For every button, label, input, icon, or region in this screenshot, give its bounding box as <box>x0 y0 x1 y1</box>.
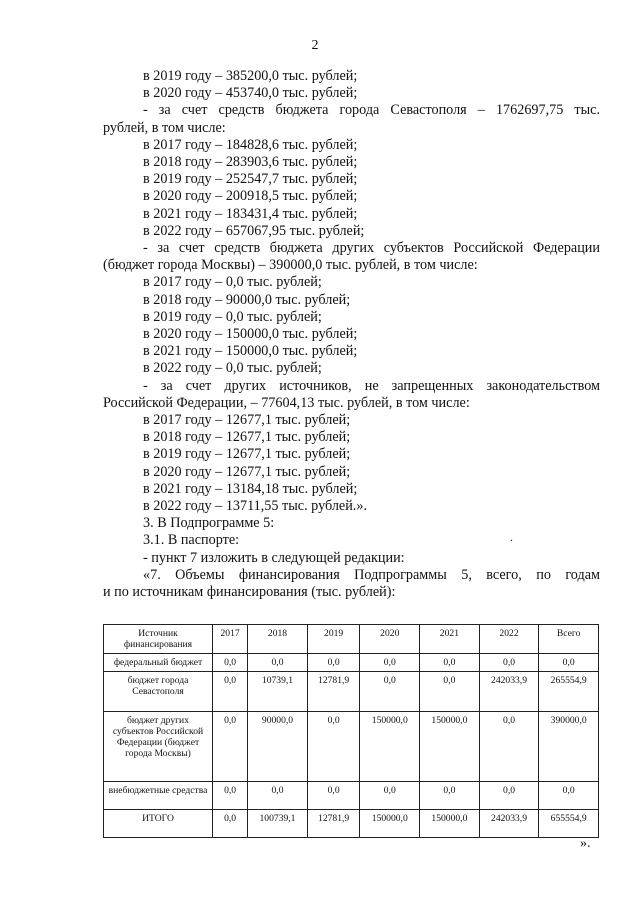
table-cell: бюджет других субъектов Российской Федерации (бюджет города Москвы) <box>104 712 213 782</box>
table-cell: 0,0 <box>539 782 599 810</box>
paragraph-line: Российской Федерации, – 77604,13 тыс. рублей, в том числе: <box>103 394 470 411</box>
paragraph-line: в 2022 году – 657067,95 тыс. рублей; <box>143 222 365 239</box>
table-cell: внебюджетные средства <box>104 782 213 810</box>
table-cell: 0,0 <box>479 712 539 782</box>
table-cell: 150000,0 <box>360 810 420 838</box>
table-cell: 0,0 <box>213 654 248 672</box>
paragraph-line: рублей, в том числе: <box>103 119 226 136</box>
paragraph-line: в 2022 году – 0,0 тыс. рублей; <box>143 360 322 377</box>
paragraph-line: в 2020 году – 12677,1 тыс. рублей; <box>143 463 351 480</box>
table-row <box>104 782 599 810</box>
table-row <box>104 672 599 712</box>
financing-table <box>103 624 599 838</box>
table-cell: 0,0 <box>213 810 248 838</box>
paragraph-line: в 2017 году – 0,0 тыс. рублей; <box>143 274 322 291</box>
table-cell: 0,0 <box>213 782 248 810</box>
table-cell: 0,0 <box>360 672 420 712</box>
paragraph-line: в 2019 году – 0,0 тыс. рублей; <box>143 308 322 325</box>
table-cell: 0,0 <box>307 712 360 782</box>
table-cell: 0,0 <box>213 672 248 712</box>
paragraph-line: в 2018 году – 283903,6 тыс. рублей; <box>143 154 358 171</box>
paragraph-line: в 2019 году – 385200,0 тыс. рублей; <box>143 68 358 84</box>
table-cell: 150000,0 <box>360 712 420 782</box>
table-cell: ИТОГО <box>104 810 213 838</box>
table-cell: 0,0 <box>213 712 248 782</box>
paragraph-line: в 2020 году – 453740,0 тыс. рублей; <box>143 85 358 102</box>
table-header-cell: 2020 <box>360 625 420 654</box>
table-row <box>104 654 599 672</box>
table-cell: 150000,0 <box>420 810 480 838</box>
table-cell: 0,0 <box>479 782 539 810</box>
paragraph-line: и по источникам финансирования (тыс. рублей): <box>103 584 396 601</box>
closing-quote: ». <box>580 836 591 851</box>
table-cell: 0,0 <box>307 782 360 810</box>
table-cell: 12781,9 <box>307 810 360 838</box>
table-cell: 390000,0 <box>539 712 599 782</box>
table-cell: 655554,9 <box>539 810 599 838</box>
stray-mark: . <box>510 530 513 544</box>
paragraph-line: в 2020 году – 150000,0 тыс. рублей; <box>143 326 358 343</box>
table-cell: 0,0 <box>307 654 360 672</box>
paragraph-line: - за счет средств бюджета других субъектов Российской Федерации <box>143 240 600 257</box>
table-cell: 0,0 <box>420 672 480 712</box>
paragraph-line: - за счет средств бюджета города Севастополя – 1762697,75 тыс. <box>143 102 600 119</box>
table-cell: 242033,9 <box>479 810 539 838</box>
paragraph-line: в 2020 году – 200918,5 тыс. рублей; <box>143 188 358 205</box>
document-body <box>103 68 600 601</box>
table-cell: 90000,0 <box>248 712 308 782</box>
paragraph-line: 3.1. В паспорте: <box>143 532 240 549</box>
table-cell: 0,0 <box>479 654 539 672</box>
table-cell: 0,0 <box>248 654 308 672</box>
paragraph-line: 3. В Подпрограмме 5: <box>143 515 275 532</box>
table-cell: 0,0 <box>360 654 420 672</box>
paragraph-line: в 2017 году – 12677,1 тыс. рублей; <box>143 412 351 429</box>
table-header-cell: 2019 <box>307 625 360 654</box>
table-cell: 10739,1 <box>248 672 308 712</box>
table-cell: 100739,1 <box>248 810 308 838</box>
paragraph-line: в 2017 году – 184828,6 тыс. рублей; <box>143 136 358 153</box>
table-cell: 265554,9 <box>539 672 599 712</box>
table-header-cell: 2022 <box>479 625 539 654</box>
paragraph-line: в 2021 году – 13184,18 тыс. рублей; <box>143 480 358 497</box>
table-header-cell: 2017 <box>213 625 248 654</box>
table-cell: 0,0 <box>420 654 480 672</box>
paragraph-line: в 2021 году – 150000,0 тыс. рублей; <box>143 343 358 360</box>
table-header-cell: Всего <box>539 625 599 654</box>
paragraph-line: «7. Объемы финансирования Подпрограммы 5, всего, по годам <box>143 566 600 583</box>
table-row <box>104 712 599 782</box>
table-header-cell: 2018 <box>248 625 308 654</box>
table-cell: 0,0 <box>420 782 480 810</box>
paragraph-line: в 2022 году – 13711,55 тыс. рублей.». <box>143 498 367 515</box>
table-header-row <box>104 625 599 654</box>
paragraph-line: (бюджет города Москвы) – 390000,0 тыс. рублей, в том числе: <box>103 257 478 274</box>
table-cell: бюджет города Севастополя <box>104 672 213 712</box>
table-header-cell: 2021 <box>420 625 480 654</box>
paragraph-line: - пункт 7 изложить в следующей редакции: <box>143 549 405 566</box>
paragraph-line: в 2021 году – 183431,4 тыс. рублей; <box>143 205 358 222</box>
paragraph-line: в 2018 году – 12677,1 тыс. рублей; <box>143 429 351 446</box>
page-number: 2 <box>311 38 319 53</box>
table-cell: 150000,0 <box>420 712 480 782</box>
table-header-cell: Источник финансирования <box>104 625 213 654</box>
paragraph-line: в 2019 году – 12677,1 тыс. рублей; <box>143 446 351 463</box>
paragraph-line: в 2018 году – 90000,0 тыс. рублей; <box>143 291 351 308</box>
table-cell: 12781,9 <box>307 672 360 712</box>
table-cell: 0,0 <box>360 782 420 810</box>
paragraph-line: в 2019 году – 252547,7 тыс. рублей; <box>143 171 358 188</box>
table-total-row <box>104 810 599 838</box>
table-cell: федеральный бюджет <box>104 654 213 672</box>
table-cell: 0,0 <box>248 782 308 810</box>
table-cell: 0,0 <box>539 654 599 672</box>
table-cell: 242033,9 <box>479 672 539 712</box>
paragraph-line: - за счет других источников, не запрещенных законодательством <box>143 377 600 394</box>
